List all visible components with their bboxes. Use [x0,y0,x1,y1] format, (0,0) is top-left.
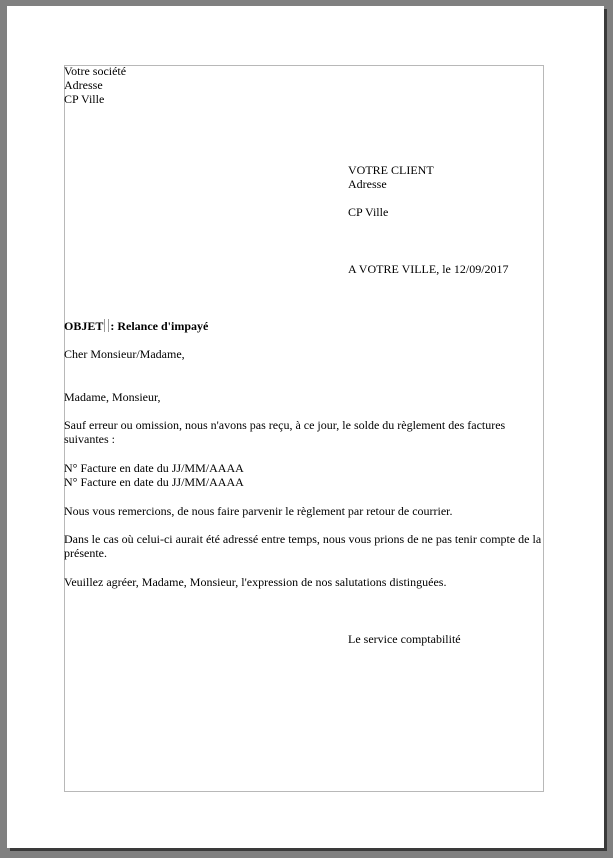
document-page [7,6,604,848]
subject-line [64,319,208,333]
subject-text: : Relance d'impayé [110,319,209,333]
recipient-name: VOTRE CLIENT [348,163,434,177]
subject-label: OBJET [64,319,104,333]
field-marker [104,319,109,332]
greeting: Madame, Monsieur, [64,390,161,404]
sender-address: Adresse [64,78,103,92]
sender-company: Votre société [64,64,127,78]
body-thanks: Nous vous remercions, de nous faire parvenir le règlement par retour de courrier. [64,504,453,518]
signature: Le service comptabilité [348,632,461,646]
recipient-address: Adresse [348,177,387,191]
body-intro: Sauf erreur ou omission, nous n'avons pas reçu, à ce jour, le solde du règlement des factures suivantes : [64,418,506,446]
sender-city: CP Ville [64,92,105,106]
body-closing: Veuillez agréer, Madame, Monsieur, l'expression de nos salutations distinguées. [64,575,447,589]
invoice-line: N° Facture en date du JJ/MM/AAAA [64,461,244,475]
recipient-city: CP Ville [348,205,389,219]
date-line: A VOTRE VILLE, le 12/09/2017 [348,262,509,276]
invoice-line: N° Facture en date du JJ/MM/AAAA [64,475,244,489]
salutation: Cher Monsieur/Madame, [64,347,185,361]
body-notice: Dans le cas où celui-ci aurait été adressé entre temps, nous vous prions de ne pas tenir compte de la présente. [64,532,542,560]
